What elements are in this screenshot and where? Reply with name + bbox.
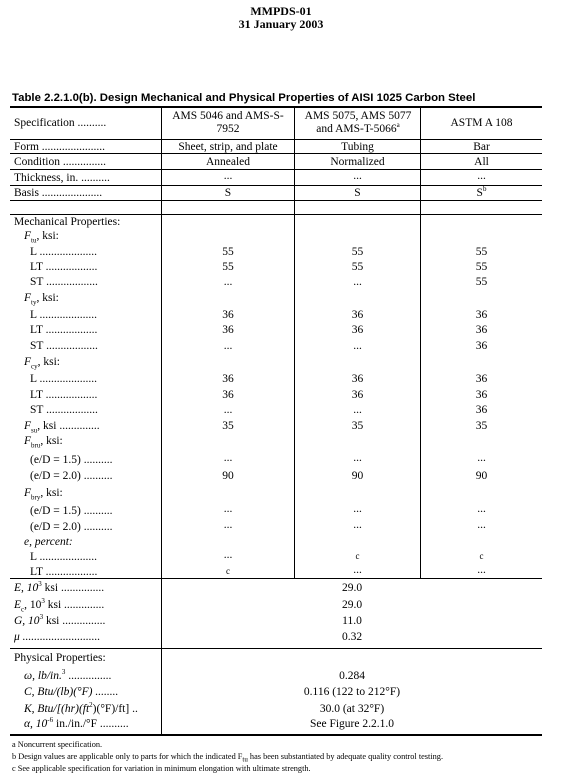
e-modulus-label: E, $10^3$ ksi ............... bbox=[14, 580, 105, 594]
form-label: Form ...................... bbox=[14, 141, 106, 153]
fcy-l-col2: 36 bbox=[351, 373, 364, 385]
fcy-lt-col3: 36 bbox=[475, 389, 488, 401]
basis-col3: $S^b$ bbox=[476, 185, 487, 199]
poisson-value: 0.32 bbox=[341, 631, 363, 643]
elong-lt-col1: c bbox=[226, 566, 230, 576]
ftu-st-label: ST .................. bbox=[30, 276, 98, 288]
thickness-label: Thickness, in. .......... bbox=[14, 172, 110, 184]
fty-l-col1: 36 bbox=[222, 309, 234, 321]
thickness-col1: ... bbox=[223, 170, 233, 182]
fbru-20-col3: 90 bbox=[475, 470, 488, 482]
fbry-15-col2: ... bbox=[353, 503, 362, 515]
footnote-b: b Design values are applicable only to parts for which the indicated $F_{tu}$ has been substantiated by adequate quality control testing. bbox=[12, 752, 444, 764]
footnote-c: c See applicable specification for variation in minimum elongation with ultimate strength. bbox=[12, 764, 311, 773]
fbru-15-col1: ... bbox=[223, 452, 233, 464]
form-col3: Bar bbox=[473, 141, 490, 153]
form-col2: Tubing bbox=[341, 141, 374, 153]
fbry-label: $F_{bry}$, ksi: bbox=[24, 487, 63, 502]
table-title: Table 2.2.1.0(b). Design Mechanical and Physical Properties of AISI 1025 Carbon Steel bbox=[12, 92, 476, 104]
conductivity-label: K, Btu/$[(hr)(ft^2)(^\circ F)/ft]$ .. bbox=[24, 701, 138, 715]
fsu-col3: 35 bbox=[475, 420, 488, 432]
specific-heat-value: 0.116 (122 to 212°F) bbox=[303, 686, 401, 698]
fbru-20-label: (e/D = 2.0) .......... bbox=[30, 470, 113, 482]
fty-label: $F_{ty}$, ksi: bbox=[24, 292, 59, 307]
basis-col2: S bbox=[354, 187, 361, 199]
fcy-lt-col2: 36 bbox=[351, 389, 364, 401]
fbru-20-col2: 90 bbox=[351, 470, 364, 482]
fcy-st-col2: ... bbox=[353, 404, 362, 416]
fty-lt-label: LT .................. bbox=[30, 324, 98, 336]
fty-st-col3: 36 bbox=[475, 340, 488, 352]
elong-l-col2: c bbox=[355, 551, 360, 561]
ftu-l-col3: 55 bbox=[475, 246, 488, 258]
ftu-st-col3: 55 bbox=[475, 276, 488, 288]
fty-lt-col1: 36 bbox=[222, 324, 234, 336]
fbry-15-col1: ... bbox=[223, 503, 233, 515]
density-label: ω, lb/in.$^3$ ............... bbox=[24, 668, 112, 682]
fbry-20-col1: ... bbox=[223, 519, 233, 531]
fty-l-col3: 36 bbox=[475, 309, 488, 321]
poisson-label: μ ........................... bbox=[14, 631, 101, 643]
ftu-lt-label: LT .................. bbox=[30, 261, 98, 273]
fbry-15-col3: ... bbox=[477, 503, 486, 515]
elong-l-col3: c bbox=[479, 551, 484, 561]
condition-label: Condition ............... bbox=[14, 156, 107, 168]
elong-lt-label: LT .................. bbox=[30, 566, 98, 578]
ftu-lt-col3: 55 bbox=[475, 261, 488, 273]
fty-lt-col3: 36 bbox=[475, 324, 488, 336]
mechanical-properties-heading: Mechanical Properties: bbox=[14, 216, 121, 228]
fbry-20-label: (e/D = 2.0) .......... bbox=[30, 521, 113, 533]
physical-properties-heading: Physical Properties: bbox=[14, 652, 106, 664]
fcy-l-label: L .................... bbox=[30, 373, 97, 385]
footnote-a: a Noncurrent specification. bbox=[12, 740, 103, 749]
ftu-st-col2: ... bbox=[353, 276, 362, 288]
specification-label: Specification .......... bbox=[14, 117, 107, 129]
ftu-l-col1: 55 bbox=[222, 246, 234, 258]
fty-lt-col2: 36 bbox=[351, 324, 364, 336]
elong-l-col1: ... bbox=[223, 549, 233, 561]
fty-st-label: ST .................. bbox=[30, 340, 98, 352]
fbry-20-col2: ... bbox=[353, 519, 362, 531]
form-col1: Sheet, strip, and plate bbox=[178, 141, 278, 153]
elong-lt-col3: ... bbox=[477, 564, 486, 576]
condition-col3: All bbox=[474, 156, 489, 168]
fcy-lt-col1: 36 bbox=[222, 389, 234, 401]
fcy-label: $F_{cy}$, ksi: bbox=[24, 356, 61, 371]
fcy-st-label: ST .................. bbox=[30, 404, 98, 416]
expansion-label: α, $10^{-6}$ in./in./°F .......... bbox=[24, 716, 129, 730]
ftu-st-col1: ... bbox=[223, 276, 233, 288]
g-modulus-label: G, $10^3$ ksi ............... bbox=[14, 613, 106, 627]
elong-lt-col2: ... bbox=[353, 564, 362, 576]
spec-col1: AMS 5046 and AMS-S-7952 bbox=[172, 110, 284, 135]
fbru-15-col3: ... bbox=[477, 452, 486, 464]
elong-l-label: L .................... bbox=[30, 551, 97, 563]
e-modulus-value: 29.0 bbox=[341, 582, 363, 594]
conductivity-value: 30.0 (at 32°F) bbox=[319, 703, 385, 715]
fbry-20-col3: ... bbox=[477, 519, 486, 531]
ftu-lt-col1: 55 bbox=[222, 261, 234, 273]
fcy-l-col1: 36 bbox=[222, 373, 234, 385]
basis-label: Basis ..................... bbox=[14, 187, 103, 199]
fcy-st-col3: 36 bbox=[475, 404, 488, 416]
ftu-l-label: L .................... bbox=[30, 246, 97, 258]
ftu-label: $F_{tu}$, ksi: bbox=[24, 230, 59, 245]
properties-table bbox=[10, 106, 542, 736]
document-date: 31 January 2003 bbox=[238, 17, 324, 31]
fty-l-col2: 36 bbox=[351, 309, 364, 321]
thickness-col2: ... bbox=[353, 170, 362, 182]
fsu-col2: 35 bbox=[351, 420, 364, 432]
g-modulus-value: 11.0 bbox=[342, 615, 362, 627]
fbru-15-label: (e/D = 1.5) .......... bbox=[30, 454, 113, 466]
ftu-lt-col2: 55 bbox=[351, 261, 364, 273]
fbru-15-col2: ... bbox=[353, 452, 362, 464]
thickness-col3: ... bbox=[477, 170, 486, 182]
fcy-lt-label: LT .................. bbox=[30, 389, 98, 401]
fcy-l-col3: 36 bbox=[475, 373, 488, 385]
fbru-20-col1: 90 bbox=[222, 470, 234, 482]
condition-col2: Normalized bbox=[330, 156, 385, 168]
fcy-st-col1: ... bbox=[223, 404, 233, 416]
elongation-label: e, percent: bbox=[24, 536, 73, 548]
specific-heat-label: C, Btu/(lb)(°F) ........ bbox=[24, 686, 119, 698]
fty-st-col1: ... bbox=[223, 340, 233, 352]
condition-col1: Annealed bbox=[205, 156, 251, 168]
fbry-15-label: (e/D = 1.5) .......... bbox=[30, 505, 113, 517]
spec-col2: AMS 5075, AMS 5077 and AMS-T-5066$^a$ bbox=[304, 110, 412, 135]
fty-st-col2: ... bbox=[353, 340, 362, 352]
fbru-label: $F_{bru}$, ksi: bbox=[24, 435, 63, 450]
spec-col3: ASTM A 108 bbox=[450, 117, 513, 129]
ec-modulus-value: 29.0 bbox=[341, 599, 363, 611]
document-id: MMPDS-01 bbox=[250, 4, 312, 18]
ec-modulus-label: $E_c$, $10^3$ ksi .............. bbox=[14, 597, 105, 614]
expansion-value: See Figure 2.2.1.0 bbox=[309, 718, 394, 730]
ftu-l-col2: 55 bbox=[351, 246, 364, 258]
fty-l-label: L .................... bbox=[30, 309, 97, 321]
fsu-label: $F_{su}$, ksi .............. bbox=[24, 420, 100, 435]
fsu-col1: 35 bbox=[222, 420, 234, 432]
density-value: 0.284 bbox=[339, 670, 365, 682]
basis-col1: S bbox=[224, 187, 232, 199]
